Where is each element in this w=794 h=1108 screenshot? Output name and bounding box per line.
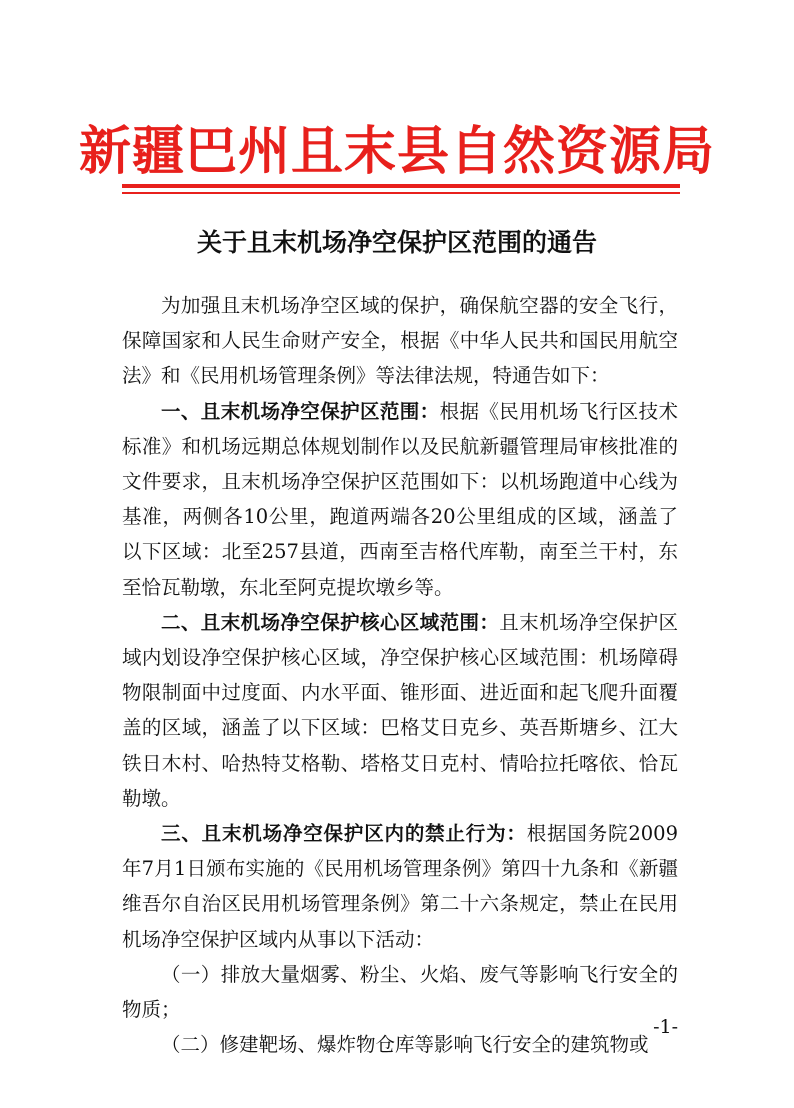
notice-title: 关于且末机场净空保护区范围的通告	[196, 228, 597, 257]
issuing-authority-header: 新疆巴州且末县自然资源局	[78, 121, 715, 182]
section-2-heading: 二、且末机场净空保护核心区域范围：	[161, 610, 500, 634]
section-3-text: 根据国务院2009年7月1日颁布实施的《民用机场管理条例》第四十九条和《新疆维吾尔自治区民用机场管理条例》第二十六条规定，禁止在民用机场净空保护区域内从事以下活动：	[122, 822, 678, 951]
page-number: -1-	[653, 1016, 678, 1038]
header-divider-thick	[122, 184, 680, 188]
intro-paragraph: 为加强且末机场净空区域的保护，确保航空器的安全飞行，保障国家和人民生命财产安全，根据《中华人民共和国民用航空法》和《民用机场管理条例》等法律法规，特通告如下：	[122, 294, 678, 388]
section-1-heading: 一、且末机场净空保护区范围：	[161, 399, 440, 423]
section-3-paragraph	[122, 816, 678, 957]
prohibited-item-1: （一）排放大量烟雾、粉尘、火焰、废气等影响飞行安全的物质；	[122, 962, 678, 1022]
section-3-heading: 三、且末机场净空保护区内的禁止行为：	[161, 822, 527, 846]
section-1-paragraph	[122, 394, 678, 605]
section-2-text: 且末机场净空保护区域内划设净空保护核心区域，净空保护核心区域范围：机场障碍物限制面中过度面、内水平面、锥形面、进近面和起飞爬升面覆盖的区域，涵盖了以下区域：巴格艾日克乡、英吾斯塘乡、江大铁日木村、哈热特艾格勒、塔格艾日克村、情哈拉托喀依、恰瓦勒墩。	[122, 610, 678, 810]
section-2-paragraph	[122, 605, 678, 816]
notice-body	[122, 288, 678, 1062]
header-divider-thin	[122, 192, 680, 194]
section-1-text: 根据《民用机场飞行区技术标准》和机场远期总体规划制作以及民航新疆管理局审核批准的文件要求，且末机场净空保护区范围如下：以机场跑道中心线为基准，两侧各10公里，跑道两端各20公里组成的区域，涵盖了以下区域：北至257县道，西南至吉格代库勒，南至兰干村，东至恰瓦勒墩，东北至阿克提坎墩乡等。	[122, 399, 678, 599]
prohibited-item-2: （二）修建靶场、爆炸物仓库等影响飞行安全的建筑物或	[161, 1033, 649, 1057]
